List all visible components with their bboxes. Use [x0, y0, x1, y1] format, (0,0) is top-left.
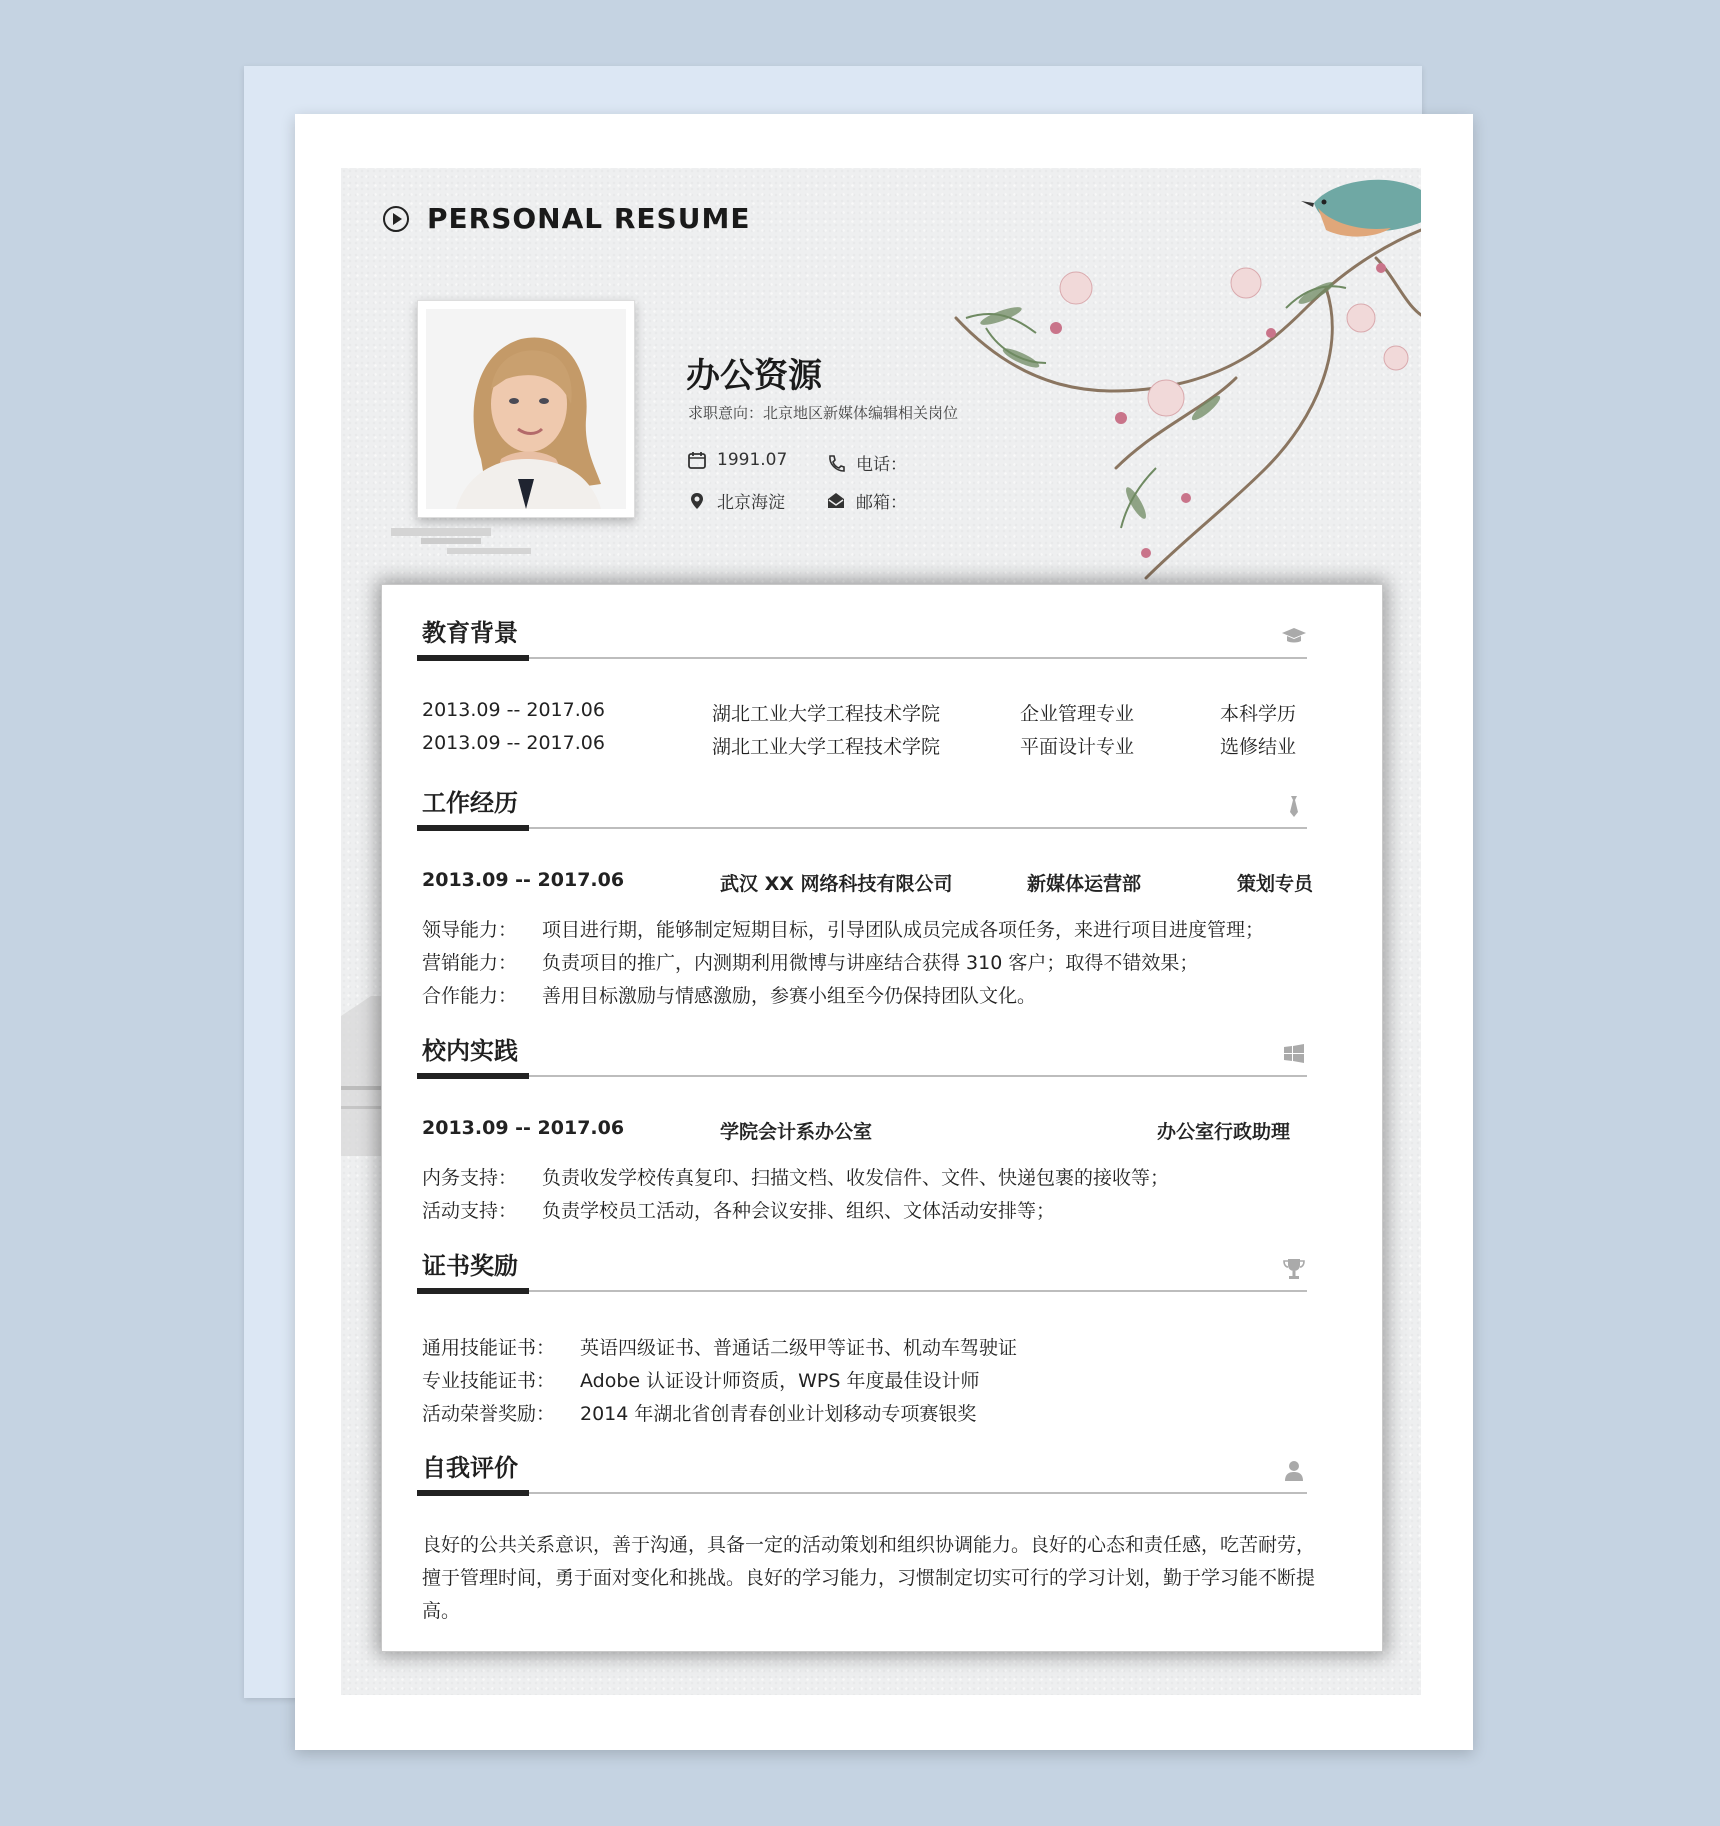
work-title: 工作经历: [422, 789, 518, 817]
award-label-1: 通用技能证书：: [422, 1337, 556, 1359]
campus-item-text-2: 负责学校员工活动，各种会议安排、组织、文体活动安排等；: [542, 1200, 1056, 1222]
self-title: 自我评价: [422, 1454, 518, 1482]
resume-page: [341, 168, 1421, 1695]
location-pin-icon: [687, 491, 707, 511]
birth-row: [687, 450, 787, 470]
work-item-label-1: 领导能力：: [422, 919, 518, 941]
self-evaluation-text: 良好的公共关系意识，善于沟通，具备一定的活动策划和组织协调能力。良好的心态和责任感，吃苦耐劳，擅于管理时间，勇于面对变化和挑战。良好的学习能力，习惯制定切实可行的学习计划，勤于学习能不断提高。: [422, 1534, 1316, 1622]
campus-period: 2013.09 -- 2017.06: [422, 1117, 625, 1139]
bird-icon: [1301, 180, 1421, 237]
mail-icon: [826, 491, 846, 511]
edu-major-1: 企业管理专业: [1020, 703, 1135, 725]
profile-photo: [426, 309, 626, 509]
work-item-text-1: 项目进行期，能够制定短期目标，引导团队成员完成各项任务，来进行项目进度管理；: [542, 919, 1265, 941]
award-label-3: 活动荣誉奖励：: [422, 1403, 556, 1425]
birth-date: 1991.07: [717, 450, 788, 470]
campus-title: 校内实践: [422, 1037, 518, 1065]
edu-major-2: 平面设计专业: [1020, 736, 1135, 758]
location-row: [687, 488, 785, 513]
email-row[interactable]: [826, 488, 907, 513]
campus-section-header: [417, 1031, 1307, 1091]
edu-school-2: 湖北工业大学工程技术学院: [712, 736, 941, 758]
campus-org: 学院会计系办公室: [720, 1121, 873, 1143]
work-company: 武汉 XX 网络科技有限公司: [720, 873, 953, 895]
tie-icon: [1281, 793, 1307, 819]
edu-period-1: 2013.09 -- 2017.06: [422, 699, 605, 721]
awards-section-header: [417, 1246, 1307, 1306]
self-section-header: [417, 1448, 1307, 1508]
work-item-text-2: 负责项目的推广，内测期利用微博与讲座结合获得 310 客户；取得不错效果；: [542, 952, 1199, 974]
job-intent: 求职意向：北京地区新媒体编辑相关岗位: [688, 404, 959, 422]
profile-photo-frame[interactable]: [417, 300, 635, 518]
edu-degree-2: 选修结业: [1220, 736, 1297, 758]
campus-position: 办公室行政助理: [1157, 1121, 1291, 1143]
work-period: 2013.09 -- 2017.06: [422, 869, 625, 891]
person-icon: [1281, 1458, 1307, 1484]
location-text: 北京海淀: [717, 493, 785, 513]
play-circle-icon: [383, 206, 409, 232]
phone-icon: [826, 453, 846, 473]
resume-heading: [383, 202, 750, 235]
resume-title-text: PERSONAL RESUME: [427, 202, 751, 235]
resume-content-card: [381, 584, 1383, 1652]
award-text-2: Adobe 认证设计师资质，WPS 年度最佳设计师: [580, 1370, 980, 1392]
work-item-label-2: 营销能力：: [422, 952, 518, 974]
campus-item-label-2: 活动支持：: [422, 1200, 518, 1222]
edu-period-2: 2013.09 -- 2017.06: [422, 732, 605, 754]
phone-row[interactable]: [826, 450, 907, 475]
photo-stand-decoration: [391, 524, 531, 564]
trophy-icon: [1281, 1256, 1307, 1282]
work-item-text-3: 善用目标激励与情感激励，参赛小组至今仍保持团队文化。: [542, 985, 1037, 1007]
awards-title: 证书奖励: [422, 1252, 518, 1280]
graduation-cap-icon: [1281, 623, 1307, 649]
left-side-decoration: [341, 996, 381, 1156]
award-text-1: 英语四级证书、普通话二级甲等证书、机动车驾驶证: [580, 1337, 1018, 1359]
campus-item-label-1: 内务支持：: [422, 1167, 518, 1189]
education-title: 教育背景: [422, 619, 518, 647]
edu-degree-1: 本科学历: [1220, 703, 1297, 725]
edu-school-1: 湖北工业大学工程技术学院: [712, 703, 941, 725]
bird-branch-illustration: [906, 168, 1421, 588]
work-section-header: [417, 783, 1307, 843]
windows-icon: [1281, 1041, 1307, 1067]
email-label: 邮箱：: [856, 493, 907, 513]
candidate-name: 办公资源: [686, 356, 822, 396]
phone-label: 电话：: [856, 455, 907, 475]
work-item-label-3: 合作能力：: [422, 985, 518, 1007]
education-section-header: [417, 613, 1307, 673]
work-position: 策划专员: [1237, 873, 1314, 895]
campus-item-text-1: 负责收发学校传真复印、扫描文档、收发信件、文件、快递包裹的接收等；: [542, 1167, 1170, 1189]
calendar-icon: [687, 450, 707, 470]
award-text-3: 2014 年湖北省创青春创业计划移动专项赛银奖: [580, 1403, 977, 1425]
award-label-2: 专业技能证书：: [422, 1370, 556, 1392]
work-department: 新媒体运营部: [1027, 873, 1142, 895]
